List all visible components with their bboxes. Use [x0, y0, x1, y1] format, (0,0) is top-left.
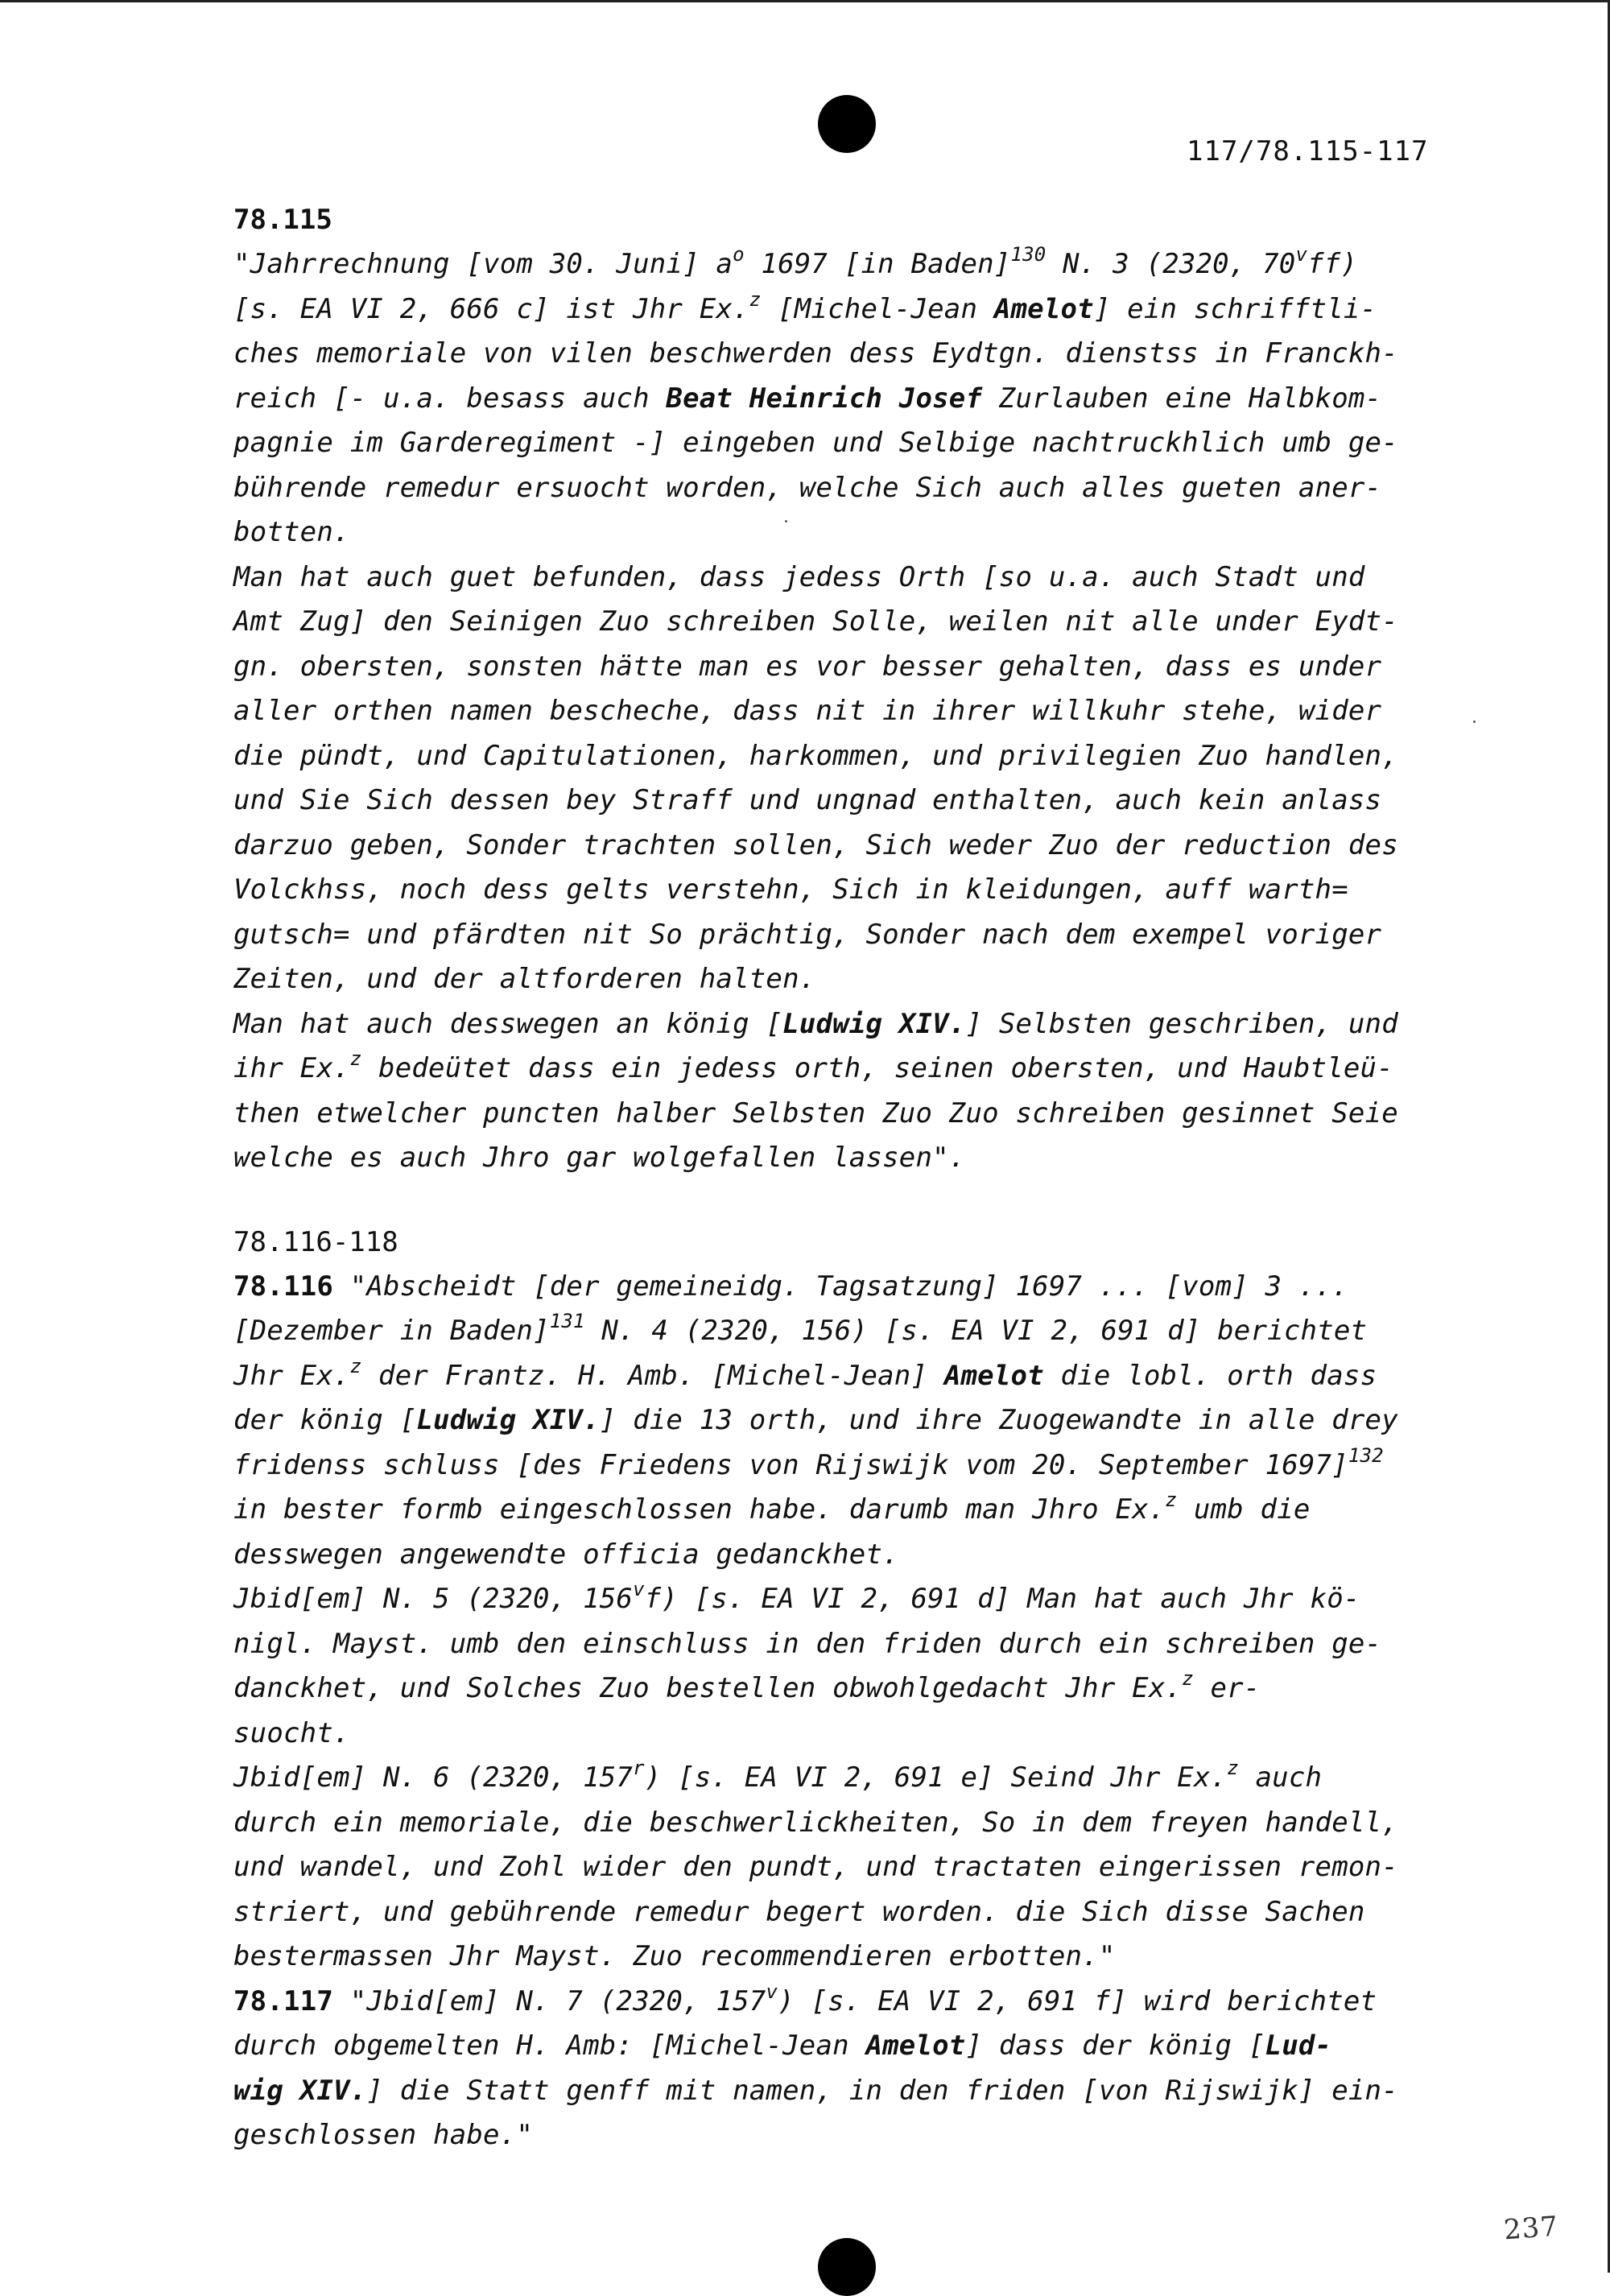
section-spacer	[233, 1181, 1481, 1220]
superscript: v	[633, 1578, 645, 1600]
paragraph: Man hat auch guet befunden, dass jedess Orth [so u.a. auch Stadt und Amt Zug] den Seinigen Zuo schreiben Solle, weilen nit alle under Eydt- gn. obersten, sonsten hätte man es vor besser gehalten, dass es under aller orthen namen bescheche, dass nit in ihrer willkuhr stehe, wider die pündt, und Capitulationen, harkommen, und privilegien Zuo handlen, und Sie Sich dessen bey Straff und ungnad enthalten, auch kein anlass darzuo geben, Sonder trachten sollen, Sich weder Zuo der reduction des Volckhss, noch dess gelts verstehn, Sich in kleidungen, auff warth= gutsch= und pfärdten nit So prächtig, Sonder nach dem exempel voriger Zeiten, und der altforderen halten.	[233, 560, 1398, 995]
superscript: o	[733, 243, 745, 266]
paragraph: 78.116 "Abscheidt [der gemeineidg. Tagsatzung] 1697 ... [vom] 3 ... [Dezember in Baden]$^{131}$ N. 4 (2320, 156) [s. EA VI 2, 691 d] berichtet Jhr Ex.$^z$ der Frantz. H. Amb. [Michel-Jean] Amelot die lobl. orth dass der könig [Ludwig XIV.] die 13 orth, und ihre Zuogewandte in alle drey fridenss schluss [des Friedens von Rijswijk vom 20. September 1697]$^{132}$ in bester formb eingeschlossen habe. darumb man Jhro Ex.$^z$ umb die desswegen angewendte officia gedanckhet.	[233, 1270, 1398, 1571]
paragraph: Jbid[em] N. 6 (2320, 157$^r$) [s. EA VI 2, 691 e] Seind Jhr Ex.$^z$ auch durch ein memoriale, die beschwerlickheiten, So in dem freyen handell, und wandel, und Zohl wider den pundt, und tractaten eingerissen remon- striert, und gebührende remedur begert worden. die Sich disse Sachen bestermassen Jhr Mayst. Zuo recommendieren erbotten."	[233, 1757, 1398, 1972]
paragraph: Man hat auch desswegen an könig [Ludwig XIV.] Selbsten geschriben, und ihr Ex.$^z$ bedeütet dass ein jedess orth, seinen obersten, und Haubtleü- then etwelcher puncten halber Selbsten Zuo Zuo schreiben gesinnet Seie welche es auch Jhro gar wolgefallen lassen".	[233, 1007, 1398, 1174]
bold-name: Amelot	[943, 1359, 1044, 1392]
superscript: z	[1227, 1757, 1239, 1779]
section-heading: 78.115	[233, 204, 332, 236]
bold-name: Beat Heinrich Josef	[666, 382, 983, 415]
superscript: r	[633, 1757, 645, 1779]
bold-name: Ludwig XIV.	[416, 1404, 600, 1436]
paragraph: Jbid[em] N. 5 (2320, 156$^v$f) [s. EA VI 2, 691 d] Man hat auch Jhr kö- nigl. Mayst. umb den einschluss in den friden durch ein schreiben ge- danckhet, und Solches Zuo bestellen obwohlgedacht Jhr Ex.$^z$ er- suocht.	[233, 1578, 1382, 1749]
paragraph: 78.117 "Jbid[em] N. 7 (2320, 157$^v$) [s. EA VI 2, 691 f] wird berichtet durch obgemelten H. Amb: [Michel-Jean Amelot] dass der könig [Lud- wig XIV.] die Statt genff mit namen, in den friden [von Rijswijk] ein- geschlossen habe."	[233, 1980, 1398, 2151]
punch-hole-bottom	[818, 2238, 876, 2296]
bold-name: Ludwig XIV.	[782, 1007, 966, 1040]
bold-name: Lud-	[1265, 2030, 1332, 2062]
superscript: z	[1182, 1667, 1194, 1690]
section-78-115	[233, 197, 1481, 1181]
bold-name: Amelot	[993, 292, 1094, 325]
section-heading: 78.116-118	[233, 1225, 398, 1258]
superscript: z	[1165, 1489, 1178, 1511]
section-78-116-118	[233, 1220, 1481, 2158]
superscript: v	[1295, 243, 1308, 266]
bold-name: Amelot	[865, 2030, 966, 2062]
punch-hole-top	[818, 95, 876, 153]
superscript: 131	[549, 1310, 585, 1332]
entry-number: 78.117	[233, 1984, 334, 2017]
bold-name: wig XIV.	[233, 2074, 367, 2107]
page-border-top	[0, 0, 1610, 2]
superscript: z	[349, 1047, 362, 1070]
superscript: z	[749, 287, 762, 311]
handwritten-page-number: 237	[1502, 2210, 1560, 2247]
superscript: 130	[1010, 243, 1046, 266]
paragraph: "Jahrrechnung [vom 30. Juni] $a^o$ 1697 [in Baden]$^{130}$ N. 3 (2320, 70$^v$ff) [s. EA VI 2, 666 c] ist Jhr Ex.$^z$ [Michel-Jean Amelot] ein schrifftli- ches memoriale von vilen beschwerden dess Eydtgn. dienstss in Franckh- reich [- u.a. besass auch Beat Heinrich Josef Zurlauben eine Halbkom- pagnie im Garderegiment -] eingeben und Selbige nachtruckhlich umb ge- bührende remedur ersuocht worden, welche Sich auch alles gueten aner- botten.	[233, 243, 1398, 548]
superscript: z	[349, 1354, 362, 1377]
superscript: 132	[1348, 1443, 1384, 1467]
page-reference: 117/78.115-117	[1187, 135, 1429, 167]
document-body	[233, 197, 1481, 2158]
superscript: v	[766, 1980, 778, 2003]
entry-number: 78.116	[233, 1270, 334, 1303]
